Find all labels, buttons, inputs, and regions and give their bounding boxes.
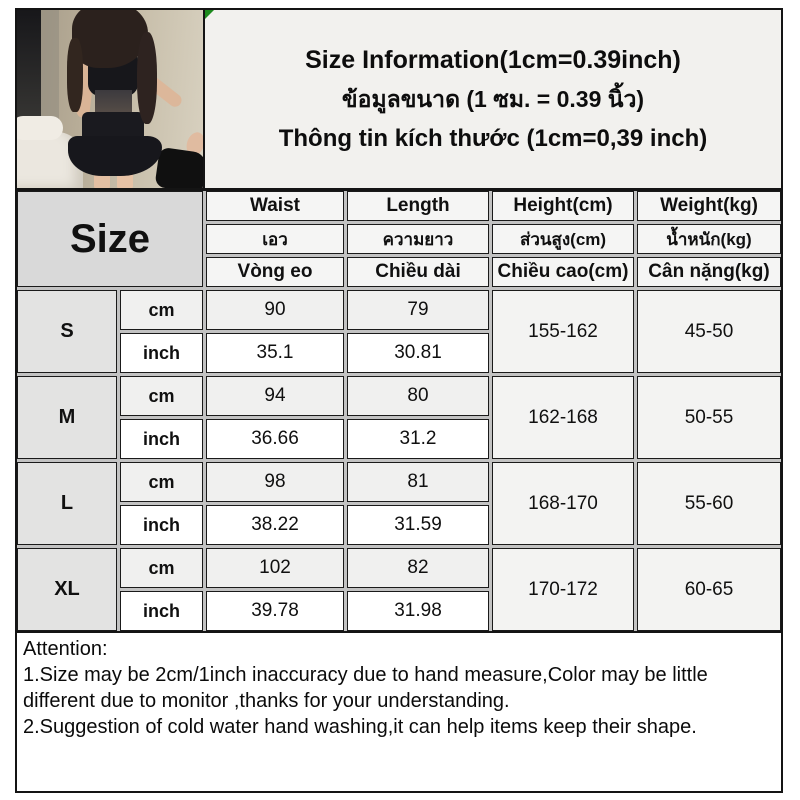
- unit-label-cm: cm: [120, 548, 203, 588]
- col-header-weight-vi: Cân nặng(kg): [637, 257, 781, 287]
- height-range-l: 168-170: [492, 462, 634, 545]
- waist-inch-value-xl: 39.78: [206, 591, 344, 631]
- unit-label-cm: cm: [120, 462, 203, 502]
- size-table: [17, 191, 781, 633]
- col-header-height-en: Height(cm): [492, 191, 634, 221]
- col-header-waist-vi: Vòng eo: [206, 257, 344, 287]
- size-row-label-m: M: [17, 376, 117, 459]
- photo-dark-bag: [154, 147, 203, 188]
- size-row-label-s: S: [17, 290, 117, 373]
- length-cm-value-xl: 82: [347, 548, 489, 588]
- height-range-xl: 170-172: [492, 548, 634, 631]
- photo-hair-strand: [137, 32, 157, 124]
- unit-label-inch: inch: [120, 419, 203, 459]
- col-header-length-vi: Chiều dài: [347, 257, 489, 287]
- unit-label-inch: inch: [120, 505, 203, 545]
- col-header-weight-th: น้ำหนัก(kg): [637, 224, 781, 254]
- col-header-length-th: ความยาว: [347, 224, 489, 254]
- weight-range-xl: 60-65: [637, 548, 781, 631]
- height-range-s: 155-162: [492, 290, 634, 373]
- size-header-cell: Size: [17, 191, 203, 287]
- title-vietnamese: Thông tin kích thước (1cm=0,39 inch): [278, 124, 708, 152]
- size-chart-page: [15, 8, 783, 793]
- title-block: [203, 10, 781, 188]
- col-header-height-vi: Chiều cao(cm): [492, 257, 634, 287]
- unit-label-inch: inch: [120, 591, 203, 631]
- attention-item-2: 2.Suggestion of cold water hand washing,it can help items keep their shape.: [23, 716, 697, 738]
- waist-cm-value-m: 94: [206, 376, 344, 416]
- photo-sofa-armrest: [17, 116, 63, 140]
- waist-cm-value-s: 90: [206, 290, 344, 330]
- length-cm-value-m: 80: [347, 376, 489, 416]
- size-row-label-l: L: [17, 462, 117, 545]
- photo-ruffle-hem: [68, 136, 162, 176]
- length-inch-value-s: 30.81: [347, 333, 489, 373]
- col-header-weight-en: Weight(kg): [637, 191, 781, 221]
- height-range-m: 162-168: [492, 376, 634, 459]
- cell-note-corner-icon: [205, 10, 214, 19]
- unit-label-inch: inch: [120, 333, 203, 373]
- weight-range-m: 50-55: [637, 376, 781, 459]
- size-row-label-xl: XL: [17, 548, 117, 631]
- attention-item-1: 1.Size may be 2cm/1inch inaccuracy due to hand measure,Color may be little different due to monitor ,thanks for your understanding.: [23, 664, 708, 712]
- length-inch-value-l: 31.59: [347, 505, 489, 545]
- length-cm-value-l: 81: [347, 462, 489, 502]
- waist-cm-value-l: 98: [206, 462, 344, 502]
- weight-range-s: 45-50: [637, 290, 781, 373]
- waist-cm-value-xl: 102: [206, 548, 344, 588]
- length-cm-value-s: 79: [347, 290, 489, 330]
- unit-label-cm: cm: [120, 290, 203, 330]
- length-inch-value-xl: 31.98: [347, 591, 489, 631]
- photo-hair-strand: [67, 38, 83, 112]
- col-header-waist-th: เอว: [206, 224, 344, 254]
- waist-inch-value-m: 36.66: [206, 419, 344, 459]
- col-header-length-en: Length: [347, 191, 489, 221]
- waist-inch-value-s: 35.1: [206, 333, 344, 373]
- attention-section: [17, 633, 781, 791]
- title-english: Size Information(1cm=0.39inch): [305, 45, 681, 74]
- title-thai: ข้อมูลขนาด (1 ซม. = 0.39 นิ้ว): [341, 85, 645, 112]
- col-header-waist-en: Waist: [206, 191, 344, 221]
- length-inch-value-m: 31.2: [347, 419, 489, 459]
- waist-inch-value-l: 38.22: [206, 505, 344, 545]
- attention-heading: Attention:: [23, 638, 108, 660]
- unit-label-cm: cm: [120, 376, 203, 416]
- col-header-height-th: ส่วนสูง(cm): [492, 224, 634, 254]
- product-photo: [17, 10, 203, 188]
- top-section: [17, 10, 781, 191]
- weight-range-l: 55-60: [637, 462, 781, 545]
